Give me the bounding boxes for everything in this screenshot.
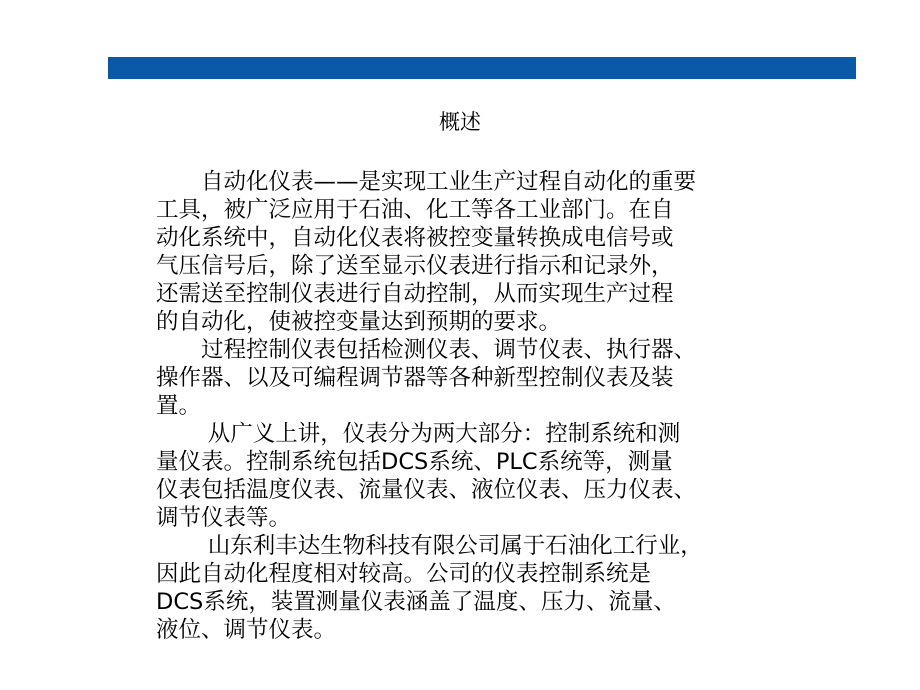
paragraph-line: DCS系统，装置测量仪表涵盖了温度、压力、流量、	[156, 589, 676, 615]
paragraph-3	[156, 420, 766, 532]
paragraph-4	[156, 532, 766, 644]
paragraph-line: 过程控制仪表包括检测仪表、调节仪表、执行器、	[201, 337, 697, 363]
paragraph-line: 操作器、以及可编程调节器等各种新型控制仪表及装	[156, 365, 674, 391]
body-text	[156, 168, 766, 644]
paragraph-line: 置。	[156, 393, 202, 419]
paragraph-line: 自动化仪表——是实现工业生产过程自动化的重要	[201, 169, 697, 195]
header-accent-bar	[108, 57, 856, 79]
paragraph-line: 从广义上讲，仪表分为两大部分：控制系统和测	[207, 421, 681, 447]
paragraph-line: 的自动化，使被控变量达到预期的要求。	[156, 309, 562, 335]
paragraph-line: 工具，被广泛应用于石油、化工等各工业部门。在自	[156, 197, 674, 223]
paragraph-1	[156, 168, 766, 336]
slide-title: 概述	[439, 110, 481, 134]
paragraph-line: 液位、调节仪表。	[156, 617, 337, 643]
paragraph-line: 仪表包括温度仪表、流量仪表、液位仪表、压力仪表、	[156, 477, 697, 503]
paragraph-line: 调节仪表等。	[156, 505, 292, 531]
paragraph-line: 因此自动化程度相对较高。公司的仪表控制系统是	[156, 561, 652, 587]
paragraph-line: 量仪表。控制系统包括DCS系统、PLC系统等，测量	[156, 449, 673, 475]
paragraph-line: 山东利丰达生物科技有限公司属于石油化工行业，	[207, 533, 703, 559]
paragraph-line: 气压信号后，除了送至显示仪表进行指示和记录外，	[156, 253, 674, 279]
paragraph-line: 还需送至控制仪表进行自动控制，从而实现生产过程	[156, 281, 674, 307]
paragraph-line: 动化系统中，自动化仪表将被控变量转换成电信号或	[156, 225, 674, 251]
paragraph-2	[156, 336, 766, 420]
